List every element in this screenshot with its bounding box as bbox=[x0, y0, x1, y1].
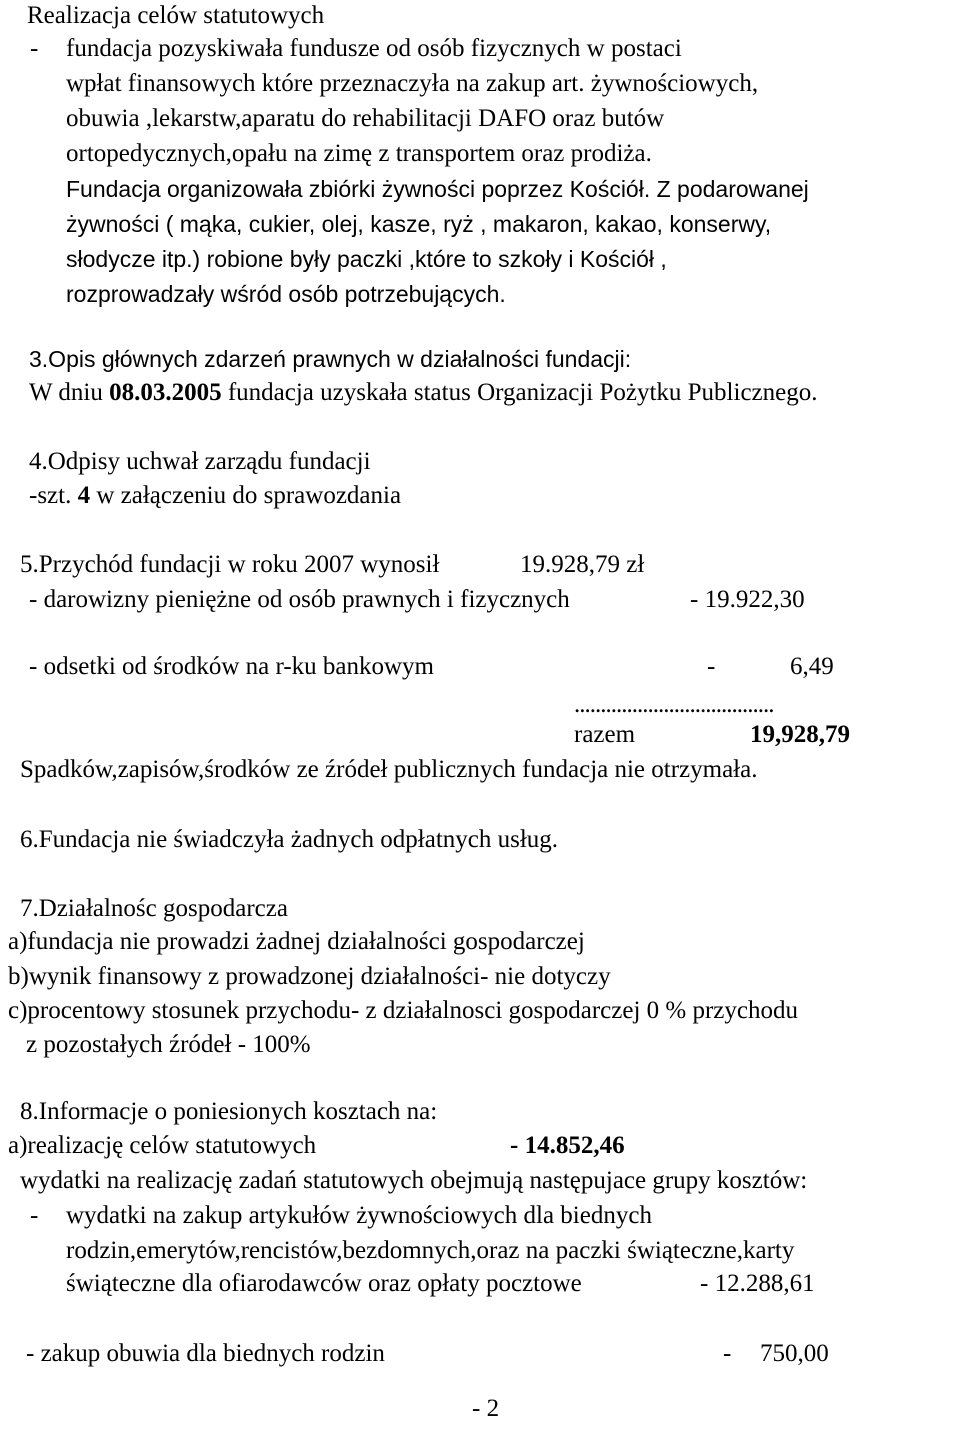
cost-item-line-1: wydatki na zakup artykułów żywnościowych dla biednych bbox=[66, 1202, 652, 1229]
section-5-heading: 5.Przychód fundacji w roku 2007 wynosił bbox=[20, 551, 440, 578]
intro-line-8: rozprowadzały wśród osób potrzebujących. bbox=[66, 281, 506, 307]
donations-label: - darowizny pieniężne od osób prawnych i fizycznych bbox=[29, 586, 570, 613]
section-7-item-c: c)procentowy stosunek przychodu- z działalnosci gospodarczej 0 % przychodu bbox=[8, 997, 799, 1024]
intro-line-6: żywności ( mąka, cukier, olej, kasze, ryż , makaron, kakao, konserwy, bbox=[66, 211, 772, 237]
statutory-costs-value-major: 14. bbox=[524, 1132, 556, 1159]
page-number: - 2 bbox=[472, 1395, 500, 1422]
section-8-heading: 8.Informacje o poniesionych kosztach na: bbox=[20, 1098, 438, 1125]
interest-label: - odsetki od środków na r-ku bankowym bbox=[29, 653, 434, 680]
cost-groups-intro: wydatki na realizację zadań statutowych obejmują następujace grupy kosztów: bbox=[20, 1167, 808, 1194]
intro-line-5: Fundacja organizowała zbiórki żywności poprzez Kościół. Z podarowanej bbox=[66, 176, 809, 202]
statutory-costs-value-minor: 852,46 bbox=[555, 1132, 625, 1159]
statutory-costs-value bbox=[510, 1131, 625, 1161]
public-funds-note: Spadków,zapisów,środków ze źródeł publicznych fundacja nie otrzymała. bbox=[20, 756, 758, 783]
intro-line-3: obuwia ,lekarstw,aparatu do rehabilitacji DAFO oraz butów bbox=[66, 105, 665, 132]
interest-dash: - bbox=[707, 653, 716, 680]
section-4-suffix: w załączeniu do sprawozdania bbox=[90, 482, 402, 509]
section-4-heading: 4.Odpisy uchwał zarządu fundacji bbox=[29, 448, 371, 475]
cost-item-line-2: rodzin,emerytów,rencistów,bezdomnych,oraz na paczki świąteczne,karty bbox=[66, 1237, 795, 1264]
cost-item-dash: - bbox=[30, 1202, 39, 1229]
bullet-dash: - bbox=[30, 35, 39, 62]
section-3-heading: 3.Opis głównych zdarzeń prawnych w działalności fundacji: bbox=[29, 346, 632, 372]
intro-line-1: fundacja pozyskiwała fundusze od osób fizycznych w postaci bbox=[66, 35, 682, 62]
interest-value: 6,49 bbox=[790, 653, 834, 680]
section-7-heading: 7.Działalnośc gospodarcza bbox=[20, 895, 288, 922]
statutory-costs-label: a)realizację celów statutowych bbox=[8, 1132, 317, 1159]
section-7-item-c-cont: z pozostałych źródeł - 100% bbox=[26, 1031, 311, 1058]
section-3-prefix: W dniu bbox=[29, 379, 110, 406]
intro-line-7: słodycze itp.) robione były paczki ,które to szkoły i Kościół , bbox=[66, 246, 667, 272]
section-3-text bbox=[29, 378, 818, 408]
dotted-separator: ...................................... bbox=[574, 691, 774, 718]
shoes-dash: - bbox=[723, 1340, 732, 1367]
section-6-heading: 6.Fundacja nie świadczyła żadnych odpłatnych usług. bbox=[20, 826, 559, 853]
intro-line-2: wpłat finansowych które przeznaczyła na zakup art. żywnościowych, bbox=[66, 70, 759, 97]
donations-value: - 19.922,30 bbox=[690, 586, 805, 613]
section-5-heading-value: 19.928,79 zł bbox=[520, 551, 645, 578]
section-4-text bbox=[29, 481, 401, 511]
shoes-value: 750,00 bbox=[760, 1340, 829, 1367]
section-3-suffix: fundacja uzyskała status Organizacji Pożytku Publicznego. bbox=[221, 379, 818, 406]
section-4-count: 4 bbox=[77, 482, 91, 509]
section-4-prefix: -szt. bbox=[29, 482, 78, 509]
section-3-date: 08.03.2005 bbox=[109, 379, 222, 406]
total-value: 19,928,79 bbox=[750, 721, 850, 748]
section-heading-statutory-goals: Realizacja celów statutowych bbox=[27, 2, 325, 29]
section-7-item-b: b)wynik finansowy z prowadzonej działalności- nie dotyczy bbox=[8, 963, 611, 990]
shoes-label: - zakup obuwia dla biednych rodzin bbox=[26, 1340, 385, 1367]
cost-item-line-3: świąteczne dla ofiarodawców oraz opłaty pocztowe bbox=[66, 1270, 582, 1297]
section-7-item-a: a)fundacja nie prowadzi żadnej działalności gospodarczej bbox=[8, 928, 585, 955]
cost-item-value: - 12.288,61 bbox=[700, 1270, 815, 1297]
total-label: razem bbox=[574, 721, 636, 748]
statutory-costs-prefix: - bbox=[510, 1132, 525, 1159]
intro-line-4: ortopedycznych,opału na zimę z transportem oraz prodiża. bbox=[66, 140, 652, 167]
